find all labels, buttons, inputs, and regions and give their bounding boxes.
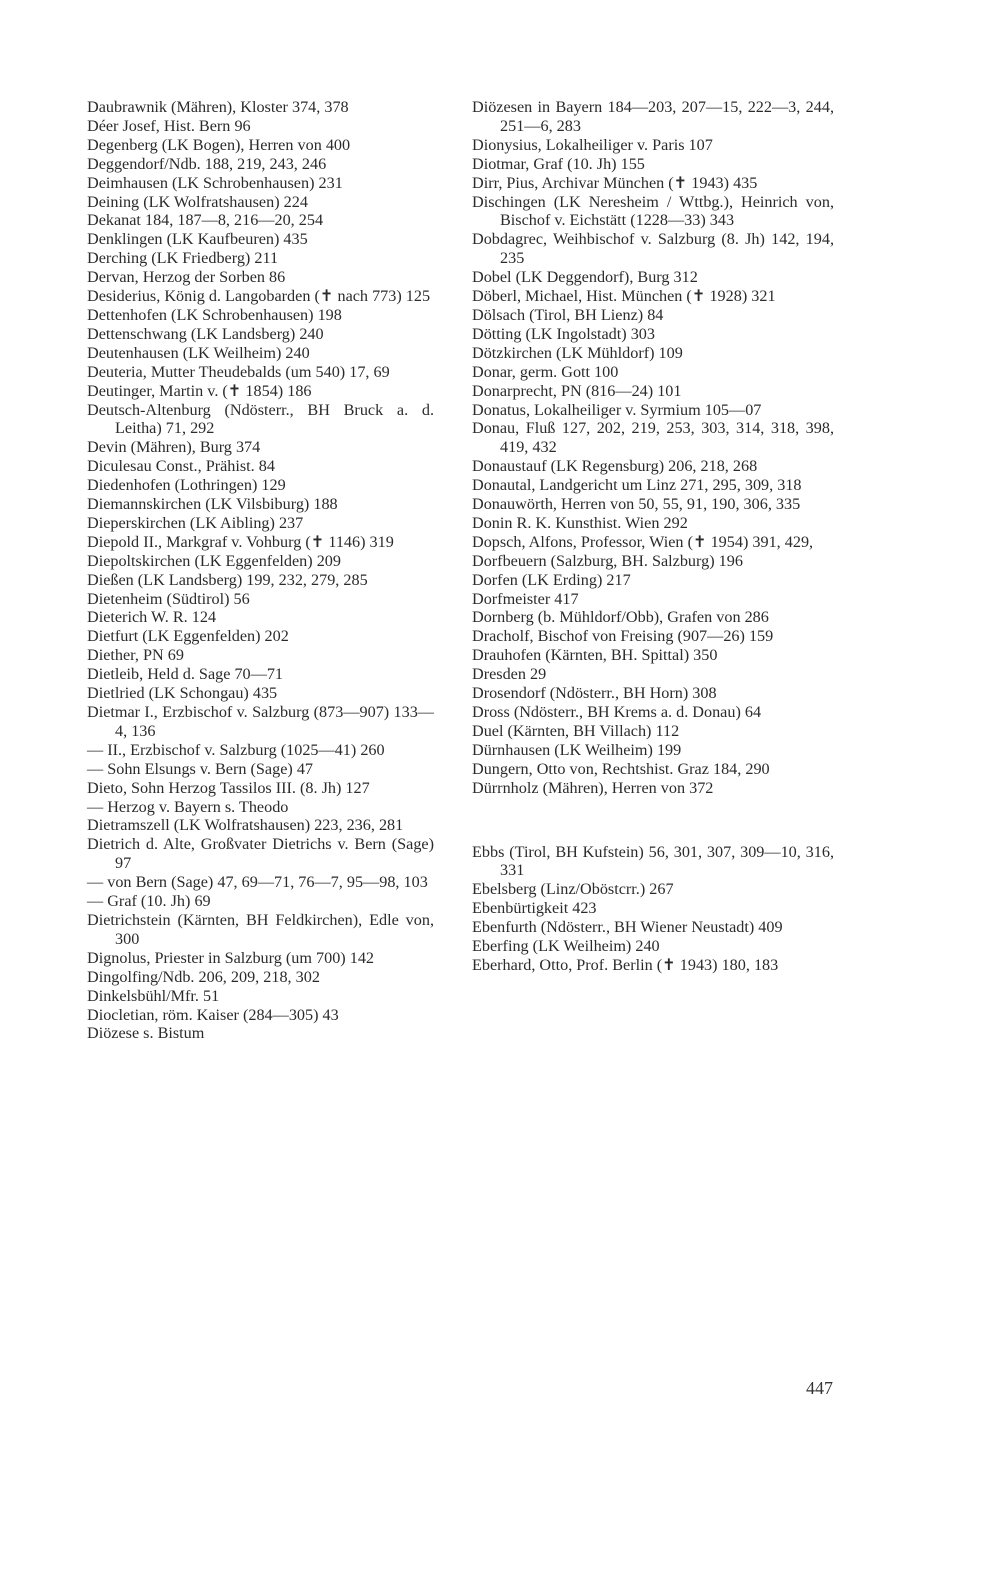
index-entry: Dietmar I., Erzbischof v. Salzburg (873—907) 133—4, 136 — [87, 703, 434, 740]
index-entry: Eberhard, Otto, Prof. Berlin (✝ 1943) 180, 183 — [472, 955, 779, 974]
index-entry: Dorfen (LK Erding) 217 — [472, 570, 631, 589]
index-entry: Diözese s. Bistum — [87, 1024, 205, 1043]
index-entry: — Herzog v. Bayern s. Theodo — [87, 797, 289, 816]
index-entry: Dieterich W. R. 124 — [87, 608, 217, 627]
right-column-e-entries — [472, 843, 834, 975]
index-entry: Diotmar, Graf (10. Jh) 155 — [472, 154, 645, 173]
index-entry: Donin R. K. Kunsthist. Wien 292 — [472, 513, 688, 532]
index-entry: Dölsach (Tirol, BH Lienz) 84 — [472, 305, 664, 324]
index-entry: Daubrawnik (Mähren), Kloster 374, 378 — [87, 98, 349, 116]
index-entry: Desiderius, König d. Langobarden (✝ nach 773) 125 — [87, 287, 431, 306]
index-entry: Diculesau Const., Prähist. 84 — [87, 457, 275, 476]
index-entry: Derching (LK Friedberg) 211 — [87, 249, 279, 268]
index-entry: Dieto, Sohn Herzog Tassilos III. (8. Jh) 127 — [87, 778, 370, 797]
index-entry: Ebenfurth (Ndösterr., BH Wiener Neustadt) 409 — [472, 918, 783, 937]
index-entry: Donar, germ. Gott 100 — [472, 362, 619, 381]
index-entry: Deggendorf/Ndb. 188, 219, 243, 246 — [87, 154, 327, 173]
index-entry: Deimhausen (LK Schrobenhausen) 231 — [87, 173, 343, 192]
index-entry: Dötting (LK Ingolstadt) 303 — [472, 324, 655, 343]
index-entry: Déer Josef, Hist. Bern 96 — [87, 116, 251, 135]
index-entry: Deining (LK Wolfratshausen) 224 — [87, 192, 308, 211]
index-entry: Ebenbürtigkeit 423 — [472, 899, 597, 918]
index-entry: Deuteria, Mutter Theudebalds (um 540) 17, 69 — [87, 362, 390, 381]
index-entry: Dresden 29 — [472, 665, 547, 684]
index-entry: — von Bern (Sage) 47, 69—71, 76—7, 95—98, 103 — [87, 873, 428, 892]
section-gap — [472, 798, 834, 843]
index-entry: Dinkelsbühl/Mfr. 51 — [87, 986, 220, 1005]
index-entry: Deutsch-Altenburg (Ndösterr., BH Bruck a. d. Leitha) 71, 292 — [87, 400, 434, 438]
index-entry: Döberl, Michael, Hist. München (✝ 1928) 321 — [472, 287, 776, 306]
index-entry: Dischingen (LK Neresheim / Wttbg.), Heinrich von, Bischof v. Eichstätt (1228—33) 343 — [472, 192, 834, 230]
index-entry: Dervan, Herzog der Sorben 86 — [87, 268, 286, 287]
index-entry: Deutenhausen (LK Weilheim) 240 — [87, 343, 310, 362]
index-entry: Dieperskirchen (LK Aibling) 237 — [87, 513, 304, 532]
index-entry: Dornberg (b. Mühldorf/Obb), Grafen von 286 — [472, 608, 769, 627]
index-entry: Dopsch, Alfons, Professor, Wien (✝ 1954) 391, 429, — [472, 532, 814, 551]
index-entry: Dietramszell (LK Wolfratshausen) 223, 236, 281 — [87, 816, 404, 835]
index-entry: Dürrnholz (Mähren), Herren von 372 — [472, 778, 714, 797]
index-entry: Dötzkirchen (LK Mühldorf) 109 — [472, 343, 683, 362]
index-entry: Diözesen in Bayern 184—203, 207—15, 222—3, 244, 251—6, 283 — [472, 98, 834, 135]
index-entry: Dionysius, Lokalheiliger v. Paris 107 — [472, 135, 713, 154]
index-entry: Donarprecht, PN (816—24) 101 — [472, 381, 682, 400]
index-entry: Dracholf, Bischof von Freising (907—26) 159 — [472, 627, 774, 646]
page-number: 447 — [806, 1378, 833, 1398]
index-entry: Dietenheim (Südtirol) 56 — [87, 589, 250, 608]
index-entry: Diedenhofen (Lothringen) 129 — [87, 476, 286, 495]
index-entry: Dingolfing/Ndb. 206, 209, 218, 302 — [87, 967, 320, 986]
index-entry: — II., Erzbischof v. Salzburg (1025—41) 260 — [87, 740, 385, 759]
index-entry: Dürnhausen (LK Weilheim) 199 — [472, 740, 682, 759]
index-entry: Donatus, Lokalheiliger v. Syrmium 105—07 — [472, 400, 762, 419]
index-entry: Dettenhofen (LK Schrobenhausen) 198 — [87, 305, 342, 324]
index-entry: Duel (Kärnten, BH Villach) 112 — [472, 721, 680, 740]
index-entry: Dungern, Otto von, Rechtshist. Graz 184, 290 — [472, 759, 770, 778]
right-column-d-entries — [472, 98, 834, 798]
index-entry: Donau, Fluß 127, 202, 219, 253, 303, 314, 318, 398, 419, 432 — [472, 419, 834, 457]
index-entry: Deutinger, Martin v. (✝ 1854) 186 — [87, 381, 312, 400]
index-entry: Dettenschwang (LK Landsberg) 240 — [87, 324, 324, 343]
index-entry: — Graf (10. Jh) 69 — [87, 892, 211, 911]
index-entry: Donautal, Landgericht um Linz 271, 295, 309, 318 — [472, 476, 802, 495]
index-entry: Ebbs (Tirol, BH Kufstein) 56, 301, 307, 309—10, 316, 331 — [472, 842, 834, 880]
index-entry: Denklingen (LK Kaufbeuren) 435 — [87, 230, 308, 249]
index-entry: Diepoltskirchen (LK Eggenfelden) 209 — [87, 551, 341, 570]
index-entry: Dorfmeister 417 — [472, 589, 579, 608]
index-entry: Diepold II., Markgraf v. Vohburg (✝ 1146) 319 — [87, 532, 394, 551]
index-entry: Diocletian, röm. Kaiser (284—305) 43 — [87, 1005, 339, 1024]
index-entry: Donauwörth, Herren von 50, 55, 91, 190, 306, 335 — [472, 495, 801, 514]
index-entry: Dobdagrec, Weihbischof v. Salzburg (8. Jh) 142, 194, 235 — [472, 230, 834, 268]
index-entry: Dorfbeuern (Salzburg, BH. Salzburg) 196 — [472, 551, 743, 570]
index-entry: Dross (Ndösterr., BH Krems a. d. Donau) 64 — [472, 703, 762, 721]
index-entry: Dietfurt (LK Eggenfelden) 202 — [87, 627, 289, 646]
index-entry: Dignolus, Priester in Salzburg (um 700) 142 — [87, 948, 375, 967]
index-entry: Dekanat 184, 187—8, 216—20, 254 — [87, 211, 324, 230]
index-entry: Dietrichstein (Kärnten, BH Feldkirchen), Edle von, 300 — [87, 910, 434, 948]
index-entry: Dietrich d. Alte, Großvater Dietrichs v. Bern (Sage) 97 — [87, 835, 434, 873]
index-entry: Ebelsberg (Linz/Oböstcrr.) 267 — [472, 880, 674, 899]
index-entry: Donaustauf (LK Regensburg) 206, 218, 268 — [472, 457, 758, 476]
right-column — [472, 98, 834, 975]
left-column — [87, 98, 434, 1043]
index-entry: Dießen (LK Landsberg) 199, 232, 279, 285 — [87, 570, 368, 589]
index-entry: Dobel (LK Deggendorf), Burg 312 — [472, 268, 698, 287]
index-entry: Dietleib, Held d. Sage 70—71 — [87, 665, 284, 684]
index-entry: Drosendorf (Ndösterr., BH Horn) 308 — [472, 684, 717, 703]
index-entry: Degenberg (LK Bogen), Herren von 400 — [87, 135, 351, 154]
index-entry: Diether, PN 69 — [87, 646, 184, 665]
index-entry: Dirr, Pius, Archivar München (✝ 1943) 435 — [472, 173, 758, 192]
index-entry: Devin (Mähren), Burg 374 — [87, 438, 261, 457]
index-entry: Eberfing (LK Weilheim) 240 — [472, 937, 660, 956]
index-entry: Diemannskirchen (LK Vilsbiburg) 188 — [87, 495, 338, 514]
index-entry: — Sohn Elsungs v. Bern (Sage) 47 — [87, 759, 314, 778]
index-entry: Drauhofen (Kärnten, BH. Spittal) 350 — [472, 646, 718, 665]
index-entry: Dietlried (LK Schongau) 435 — [87, 684, 278, 703]
